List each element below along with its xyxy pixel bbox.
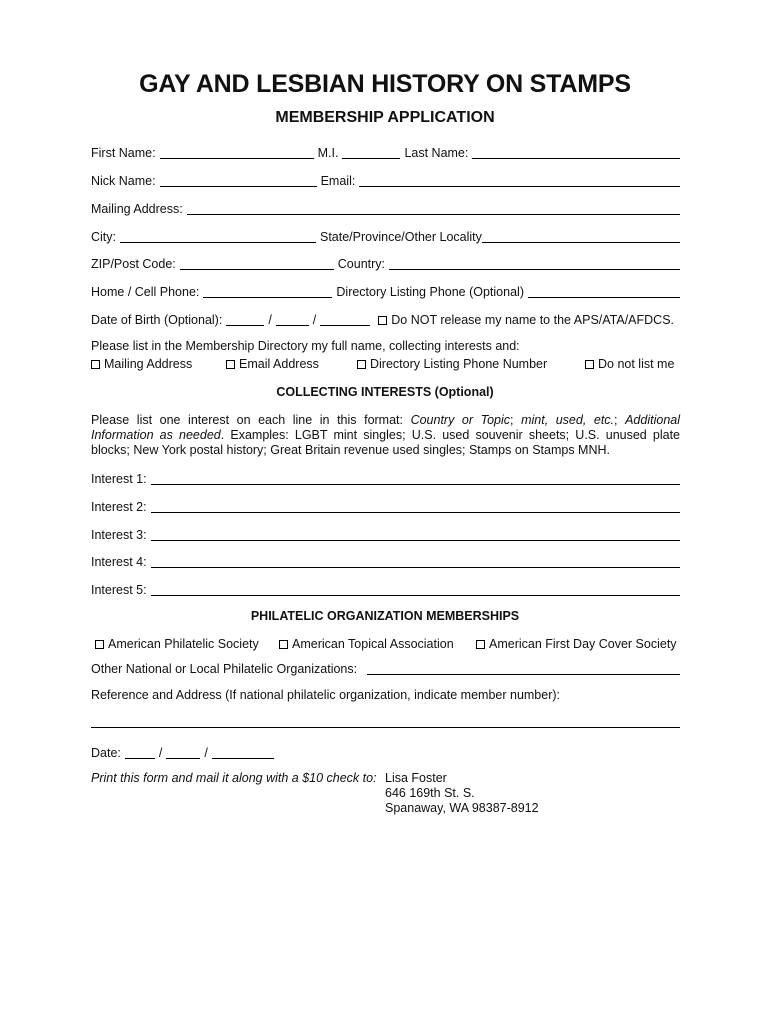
mail-street: 646 169th St. S. bbox=[385, 786, 475, 800]
reference-field[interactable] bbox=[91, 727, 680, 728]
date-separator: / bbox=[158, 746, 163, 760]
state-field[interactable] bbox=[482, 241, 680, 243]
page-subtitle: MEMBERSHIP APPLICATION bbox=[275, 109, 495, 126]
no-release-option[interactable] bbox=[378, 312, 674, 328]
directory-phone-label: Directory Listing Phone (Optional) bbox=[336, 285, 524, 299]
interest-label: Interest 4: bbox=[91, 555, 147, 569]
date-year-field[interactable] bbox=[212, 757, 274, 759]
other-orgs-field[interactable] bbox=[367, 673, 680, 675]
mailing-address-field[interactable] bbox=[187, 213, 680, 215]
mail-instruction: Print this form and mail it along with a $10 check to: bbox=[91, 771, 377, 785]
dob-day-field[interactable] bbox=[276, 324, 309, 326]
zip-field[interactable] bbox=[180, 268, 334, 270]
country-field[interactable] bbox=[389, 268, 680, 270]
other-orgs-row bbox=[91, 659, 680, 677]
no-release-label: Do NOT release my name to the APS/ATA/AFDCS. bbox=[391, 313, 675, 327]
directory-intro: Please list in the Membership Directory my full name, collecting interests and: bbox=[91, 339, 520, 353]
interest-label: Interest 3: bbox=[91, 528, 147, 542]
date-label: Date: bbox=[91, 746, 121, 760]
org-option-aps[interactable]: American Philatelic Society bbox=[95, 637, 259, 651]
checkbox-icon[interactable] bbox=[226, 360, 235, 369]
mi-field[interactable] bbox=[342, 157, 400, 159]
collecting-instructions: Please list one interest on each line in this format: Country or Topic; mint, used, etc.; Additional Information as needed. Examples: LGBT mint singles; U.S. used souvenir sheets; U.S. unused plate blocks; New York postal history; Great Britain revenue used singles; Stamps on Stamps MNH. bbox=[91, 413, 681, 457]
directory-option-mailing[interactable]: Mailing Address bbox=[91, 357, 192, 371]
philatelic-heading: PHILATELIC ORGANIZATION MEMBERSHIPS bbox=[250, 609, 520, 623]
dob-separator: / bbox=[312, 313, 317, 327]
first-name-label: First Name: bbox=[91, 146, 156, 160]
interest-label: Interest 1: bbox=[91, 472, 147, 486]
dob-label: Date of Birth (Optional): bbox=[91, 313, 223, 327]
last-name-field[interactable] bbox=[472, 157, 680, 159]
interest-row bbox=[91, 525, 680, 543]
mi-label: M.I. bbox=[317, 146, 339, 160]
nick-name-label: Nick Name: bbox=[91, 174, 156, 188]
directory-option-email[interactable]: Email Address bbox=[226, 357, 319, 371]
directory-option-phone[interactable]: Directory Listing Phone Number bbox=[357, 357, 547, 371]
interest-row bbox=[91, 469, 680, 487]
zip-label: ZIP/Post Code: bbox=[91, 257, 176, 271]
interest-row bbox=[91, 580, 680, 598]
mail-city: Spanaway, WA 98387-8912 bbox=[385, 801, 539, 815]
dob-year-field[interactable] bbox=[320, 324, 370, 326]
checkbox-icon[interactable] bbox=[476, 640, 485, 649]
interest-row bbox=[91, 497, 680, 515]
phone-row bbox=[91, 282, 680, 300]
country-label: Country: bbox=[337, 257, 386, 271]
interest-row bbox=[91, 552, 680, 570]
city-state-row bbox=[91, 227, 680, 245]
org-option-afdcs[interactable]: American First Day Cover Society bbox=[476, 637, 677, 651]
directory-phone-field[interactable] bbox=[528, 296, 680, 298]
zip-country-row bbox=[91, 254, 680, 272]
state-label: State/Province/Other Locality bbox=[320, 230, 482, 244]
nick-name-field[interactable] bbox=[160, 185, 317, 187]
other-orgs-label: Other National or Local Philatelic Organizations: bbox=[91, 662, 358, 676]
interest-3-field[interactable] bbox=[151, 539, 680, 541]
first-name-field[interactable] bbox=[160, 157, 314, 159]
email-label: Email: bbox=[320, 174, 356, 188]
date-day-field[interactable] bbox=[166, 757, 200, 759]
interest-5-field[interactable] bbox=[151, 594, 680, 596]
checkbox-icon[interactable] bbox=[378, 316, 387, 325]
interest-1-field[interactable] bbox=[151, 483, 680, 485]
interest-label: Interest 5: bbox=[91, 583, 147, 597]
interest-2-field[interactable] bbox=[151, 511, 680, 513]
city-field[interactable] bbox=[120, 241, 316, 243]
dob-row bbox=[91, 310, 680, 328]
mail-recipient-name: Lisa Foster bbox=[385, 771, 447, 785]
dob-separator: / bbox=[268, 313, 272, 327]
date-month-field[interactable] bbox=[125, 757, 155, 759]
dob-month-field[interactable] bbox=[226, 324, 264, 326]
phone-label: Home / Cell Phone: bbox=[91, 285, 200, 299]
mailing-address-label: Mailing Address: bbox=[91, 202, 183, 216]
checkbox-icon[interactable] bbox=[279, 640, 288, 649]
date-separator: / bbox=[204, 746, 208, 760]
nick-email-row bbox=[91, 171, 680, 189]
collecting-interests-heading: COLLECTING INTERESTS (Optional) bbox=[276, 385, 494, 399]
page-title: GAY AND LESBIAN HISTORY ON STAMPS bbox=[139, 70, 631, 98]
last-name-label: Last Name: bbox=[404, 146, 469, 160]
phone-field[interactable] bbox=[203, 296, 332, 298]
interest-label: Interest 2: bbox=[91, 500, 147, 514]
org-option-ata[interactable]: American Topical Association bbox=[279, 637, 454, 651]
checkbox-icon[interactable] bbox=[91, 360, 100, 369]
checkbox-icon[interactable] bbox=[357, 360, 366, 369]
directory-option-unlisted[interactable]: Do not list me bbox=[585, 357, 674, 371]
name-row bbox=[91, 143, 680, 161]
checkbox-icon[interactable] bbox=[585, 360, 594, 369]
interest-4-field[interactable] bbox=[151, 566, 680, 568]
mailing-address-row bbox=[91, 199, 680, 217]
city-label: City: bbox=[91, 230, 116, 244]
date-row bbox=[91, 743, 680, 761]
checkbox-icon[interactable] bbox=[95, 640, 104, 649]
email-field[interactable] bbox=[359, 185, 680, 187]
reference-label: Reference and Address (If national philatelic organization, indicate member number): bbox=[91, 688, 561, 702]
